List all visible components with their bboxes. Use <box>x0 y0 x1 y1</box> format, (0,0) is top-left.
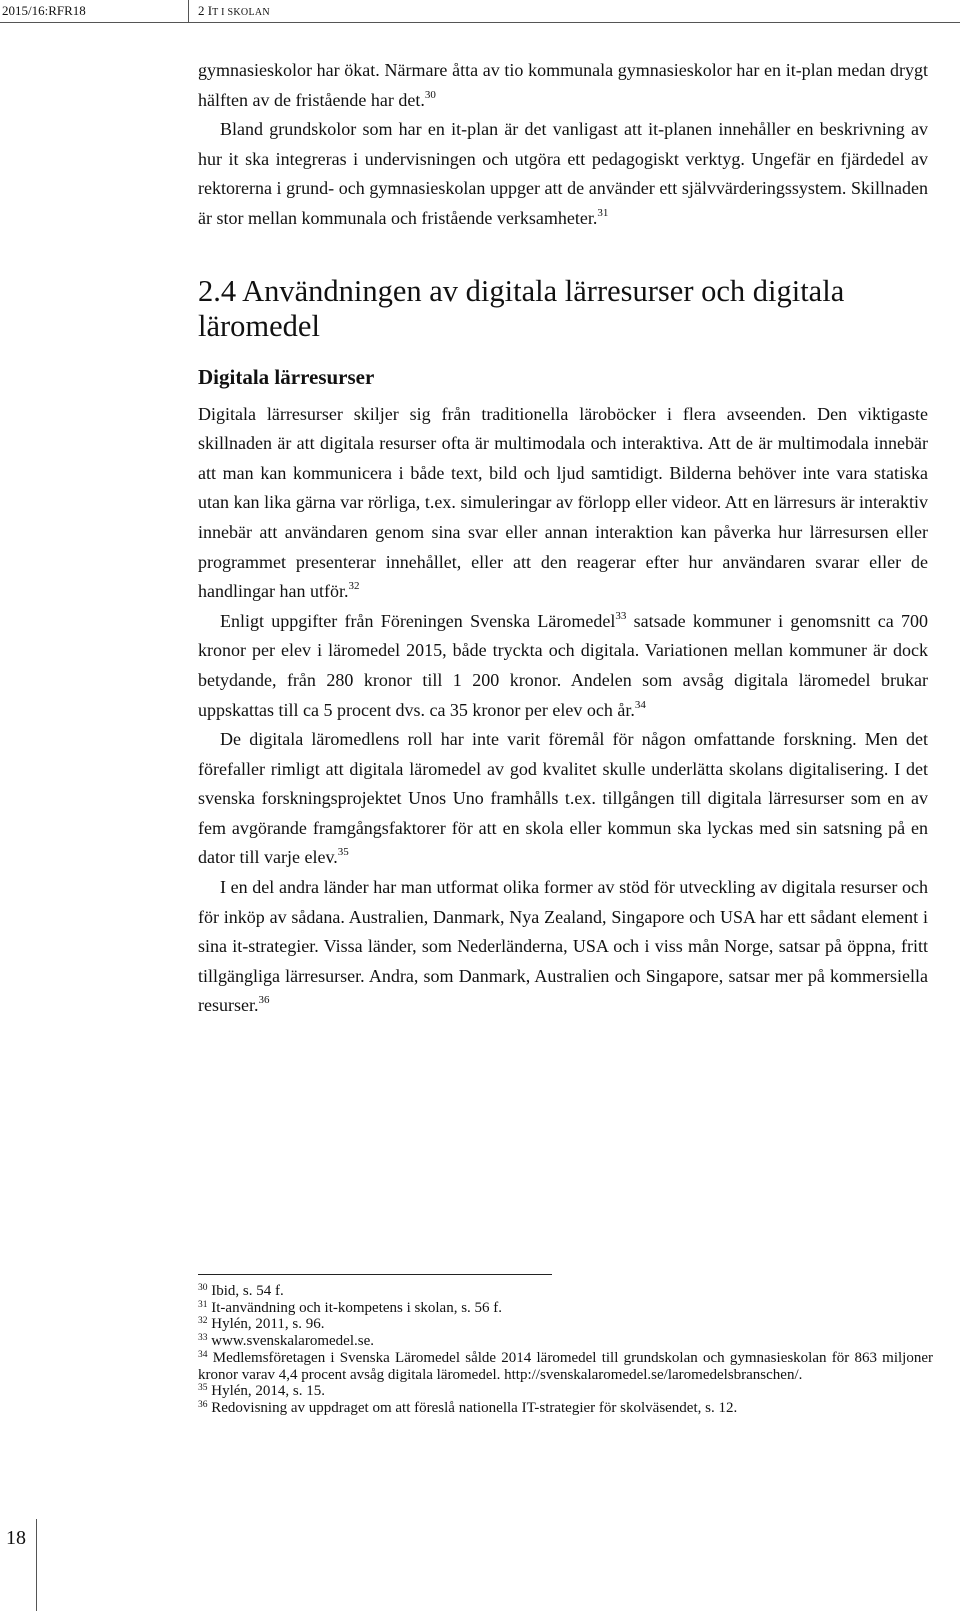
subsection-heading: Digitala lärresurser <box>198 364 375 389</box>
paragraph-4-text-a: Enligt uppgifter från Föreningen Svenska Läromedel <box>220 610 616 631</box>
footnote-text: Hylén, 2014, s. 15. <box>211 1383 325 1400</box>
footnote-ref-36[interactable]: 36 <box>258 994 270 1007</box>
section-heading: 2.4 Användningen av digitala lärresurser och digitala läromedel <box>198 273 845 343</box>
running-header <box>0 0 960 23</box>
chapter-title-initial: I <box>207 3 213 18</box>
footnote-36 <box>198 1400 933 1417</box>
paragraph-6 <box>198 873 928 1021</box>
footnote-text: Redovisning av uppdraget om att föreslå nationella IT-strategier för skolväsendet, s. 12. <box>211 1399 738 1416</box>
footnote-ref-34[interactable]: 34 <box>634 698 646 711</box>
footnote-35 <box>198 1383 933 1400</box>
paragraph-1-text: gymnasieskolor har ökat. Närmare åtta av tio kommunala gymnasieskolor har en it-plan medan drygt hälften av de fristående har det. <box>198 60 928 110</box>
footnote-number: 32 <box>198 1316 208 1327</box>
paragraph-5 <box>198 725 928 873</box>
footnote-text: It-användning och it-kompetens i skolan, s. 56 f. <box>211 1299 503 1316</box>
footnote-number: 33 <box>198 1333 208 1344</box>
paragraph-5-text: De digitala läromedlens roll har inte varit föremål för någon omfattande forskning. Men det förefaller rimligt att digitala läromedel av god kvalitet skulle underlätta skolans digitalisering. I det svenska forskningsprojektet Unos Uno framhålls t.ex. tillgången till digitala lärresurser som en av fem avgörande framgångsfaktorer för att en skola eller kommun ska lyckas med sin satsning på en dator till varje elev. <box>198 729 928 868</box>
paragraph-2-text: Bland grundskolor som har en it-plan är det vanligast att it-planen innehåller en beskrivning av hur it ska integreras i undervisningen och utgöra ett pedagogiskt verktyg. Ungefär en fjärdedel av rektorerna i grund- och gymnasieskolan uppger att de använder ett självvärderingssystem. Skillnaden är stor mellan kommunala och fristående verksamheter. <box>198 119 928 228</box>
footnote-text: Hylén, 2011, s. 96. <box>211 1316 325 1333</box>
footnote-ref-35[interactable]: 35 <box>337 846 349 859</box>
paragraph-6-text: I en del andra länder har man utformat olika former av stöd för utveckling av digitala resurser och för inköp av sådana. Australien, Danmark, Nya Zealand, Singapore och USA har ett sådant element i sina it-strategier. Vissa länder, som Nederländerna, USA och i viss mån Norge, satsar på öppna, fritt tillgängliga lärresurser. Andra, som Danmark, Australien och Singapore, satsar mer på kommersiella resurser. <box>198 877 928 1016</box>
footnote-number: 30 <box>198 1283 208 1293</box>
footnote-ref-30[interactable]: 30 <box>424 88 436 101</box>
footnote-number: 31 <box>198 1299 208 1310</box>
footnote-34 <box>198 1350 933 1383</box>
footnote-text[interactable]: www.svenskalaromedel.se. <box>211 1333 374 1350</box>
footnotes <box>198 1274 933 1417</box>
chapter-title-rest: T I SKOLAN <box>212 7 270 18</box>
main-text <box>198 56 928 1021</box>
footnote-text: Medlemsföretagen i Svenska Läromedel sålde 2014 läromedel till grundskolan och gymnasieskolan för 863 miljoner kronor varav 4,4 procent avsåg digitala läromedel. http://svenskalaromedel.se/laromedelsbranschen/. <box>198 1349 934 1383</box>
paragraph-2 <box>198 115 928 233</box>
footnote-33 <box>198 1333 933 1350</box>
header-divider <box>188 0 189 22</box>
chapter-number: 2 <box>198 3 208 18</box>
paragraph-4-text-b: satsade kommuner i genomsnitt ca 700 kronor per elev i läromedel 2015, både tryckta och digitala. Variationen mellan kommuner är dock betydande, från 280 kronor till 1 200 kronor. Andelen som avsåg digitala läromedel brukar uppskattas till ca 5 procent dvs. ca 35 kronor per elev och år. <box>198 610 928 720</box>
document-id: 2015/16:RFR18 <box>2 3 86 18</box>
footnote-30 <box>198 1283 933 1300</box>
paragraph-3-text: Digitala lärresurser skiljer sig från traditionella läroböcker i flera avseenden. Den viktigaste skillnaden är att digitala resurser ofta är multimodala och interaktiva. Att de är multimodala innebär att man kan kommunicera i både text, bild och ljud samtidigt. Bilderna behöver inte vara statiska utan kan lika gärna var rörliga, t.ex. simuleringar av förlopp eller videor. Att en lärresurs är interaktiv innebär att användaren genom sina svar eller annan interaktion kan påverka hur lärresursen eller programmet presenterar innehållet, eller att den reagerar efter hur användaren svarar eller de handlingar han utför. <box>198 403 928 602</box>
footnote-32 <box>198 1316 933 1333</box>
page-number: 18 <box>6 1527 26 1549</box>
chapter-title <box>198 1 270 23</box>
paragraph-3 <box>198 400 928 607</box>
footnote-separator <box>198 1274 552 1275</box>
footnote-number: 34 <box>198 1349 208 1360</box>
page-number-block <box>0 1519 37 1611</box>
footnote-ref-33[interactable]: 33 <box>615 609 627 622</box>
footnote-number: 35 <box>198 1383 208 1394</box>
footnote-number: 36 <box>198 1399 208 1410</box>
footnote-ref-31[interactable]: 31 <box>597 206 609 219</box>
paragraph-4 <box>198 607 928 725</box>
footnote-31 <box>198 1300 933 1317</box>
paragraph-1 <box>198 56 928 115</box>
footnote-ref-32[interactable]: 32 <box>348 580 360 593</box>
footnote-text: Ibid, s. 54 f. <box>211 1283 284 1299</box>
